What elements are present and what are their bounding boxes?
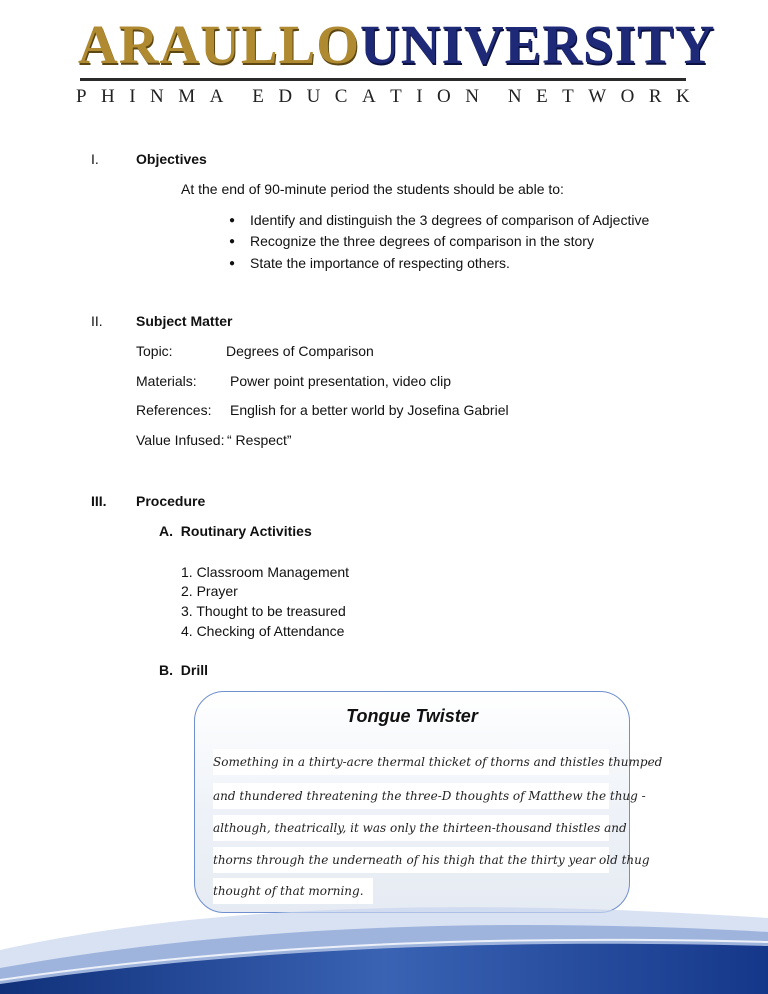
tagline-letter: N xyxy=(150,86,164,107)
tagline-letter: T xyxy=(390,86,402,107)
section-numeral-subject: II. xyxy=(91,313,103,329)
tagline-letter: I xyxy=(416,86,423,107)
tagline-letter: R xyxy=(648,86,662,107)
tagline-letter: E xyxy=(536,86,548,107)
heading-procedure: Procedure xyxy=(136,493,206,509)
tagline-letter: P xyxy=(76,86,87,107)
logo-word-university: UNIVERSITY xyxy=(360,14,716,75)
topic-value: Degrees of Comparison xyxy=(226,343,374,359)
objective-item: Recognize the three degrees of comparison in the story xyxy=(250,233,594,249)
tagline-letter: W xyxy=(588,86,607,107)
footer-wave xyxy=(0,880,768,994)
activity-item: 1. Classroom Management xyxy=(181,564,350,580)
tagline-letter: N xyxy=(465,86,479,107)
tongue-twister-line: and thundered threatening the three-D thoughts of Matthew the thug - xyxy=(213,783,609,809)
tongue-twister-line: Something in a thirty-acre thermal thicket of thorns and thistles thumped xyxy=(213,749,609,775)
tagline-letter: K xyxy=(676,86,690,107)
tongue-twister-line: although, theatrically, it was only the thirteen-thousand thistles and xyxy=(213,815,609,841)
tagline-letter: A xyxy=(361,86,376,107)
tagline-letter: M xyxy=(178,86,196,107)
tagline-letter: D xyxy=(278,86,293,107)
bullet-icon: ● xyxy=(229,258,236,269)
section-numeral-procedure: III. xyxy=(91,493,107,509)
references-label: References: xyxy=(136,402,212,418)
tagline-letter: T xyxy=(562,86,574,107)
bullet-icon: ● xyxy=(229,236,236,247)
activity-item: 3. Thought to be treasured xyxy=(181,603,346,619)
value-infused-value: “ Respect” xyxy=(227,432,292,448)
tagline-letter: A xyxy=(209,86,224,107)
tongue-twister-line: thorns through the underneath of his thigh that the thirty year old thug xyxy=(213,847,609,873)
materials-label: Materials: xyxy=(136,373,197,389)
value-infused-label: Value Infused: xyxy=(136,432,225,448)
tagline-letter: C xyxy=(334,86,348,107)
tagline-letter: O xyxy=(620,86,635,107)
tongue-twister-line: thought of that morning. xyxy=(213,878,373,904)
objective-item: State the importance of respecting others. xyxy=(250,255,510,271)
topic-label: Topic: xyxy=(136,343,173,359)
heading-subject-matter: Subject Matter xyxy=(136,313,233,329)
heading-objectives: Objectives xyxy=(136,151,207,167)
logo-word-araullo: ARAULLO xyxy=(78,14,361,75)
header-rule xyxy=(80,78,686,81)
subheading-routinary-activities: A. Routinary Activities xyxy=(159,523,312,539)
network-tagline xyxy=(76,86,690,106)
tagline-letter: E xyxy=(252,86,264,107)
activity-item: 4. Checking of Attendance xyxy=(181,623,345,639)
materials-value: Power point presentation, video clip xyxy=(230,373,452,389)
tagline-letter: O xyxy=(437,86,451,107)
section-numeral-objectives: I. xyxy=(91,151,99,167)
tongue-twister-title: Tongue Twister xyxy=(346,706,478,726)
objectives-intro: At the end of 90-minute period the students should be able to: xyxy=(181,181,564,197)
references-value: English for a better world by Josefina Gabriel xyxy=(230,402,509,418)
tagline-letter: I xyxy=(129,86,136,107)
bullet-icon: ● xyxy=(229,215,236,226)
objective-item: Identify and distinguish the 3 degrees of comparison of Adjective xyxy=(250,212,650,228)
university-logo xyxy=(78,14,716,76)
tagline-letter: U xyxy=(306,86,321,107)
subheading-drill: B. Drill xyxy=(159,662,209,678)
tagline-letter: H xyxy=(101,86,115,107)
tagline-letter: N xyxy=(507,86,522,107)
activity-item: 2. Prayer xyxy=(181,583,238,599)
